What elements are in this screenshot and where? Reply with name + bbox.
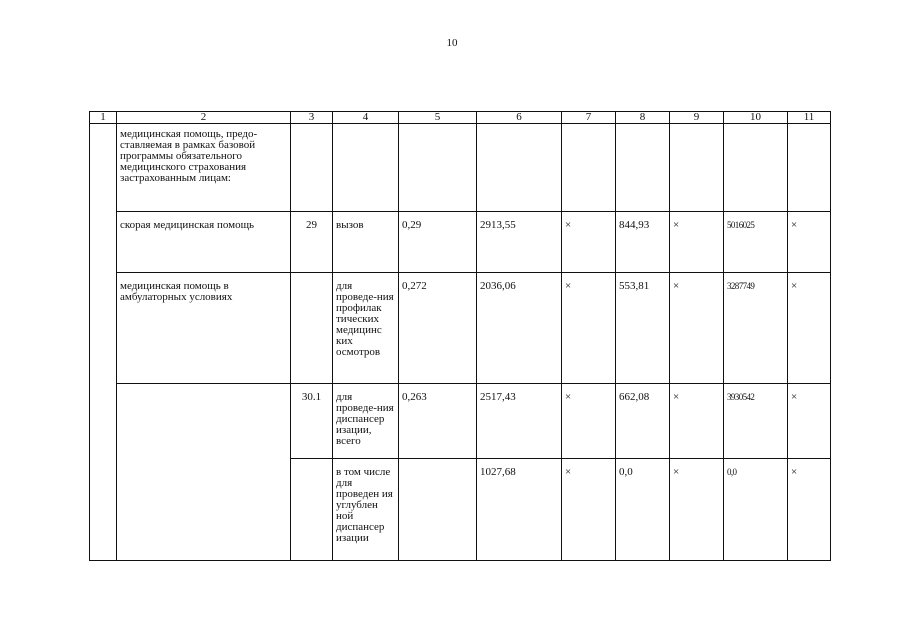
header-cell: 10 (724, 112, 788, 124)
table-cell: × (788, 273, 831, 384)
header-cell: 5 (399, 112, 477, 124)
table-cell: × (562, 459, 616, 561)
table-cell (333, 124, 399, 212)
table-cell: × (788, 459, 831, 561)
table-cell: × (562, 273, 616, 384)
table-cell: медицинская помощь, предо-ставляемая в рамках базовой программы обязательного медицинского страхования застрахованным лицам: (117, 124, 291, 212)
table-cell: 1027,68 (477, 459, 562, 561)
table-cell: × (670, 212, 724, 273)
table-cell: скорая медицинская помощь (117, 212, 291, 273)
table-cell (788, 124, 831, 212)
table-cell (90, 124, 117, 561)
table-cell: для проведе-ния диспансер изации, всего (333, 384, 399, 459)
table-cell: для проведе-ния профилак тических медицинс ких осмотров (333, 273, 399, 384)
table-cell (724, 124, 788, 212)
table-cell: × (562, 212, 616, 273)
table-cell (562, 124, 616, 212)
table-cell: в том числе для проведен ия углублен ной диспансер изации (333, 459, 399, 561)
table-cell: 29 (291, 212, 333, 273)
header-cell: 4 (333, 112, 399, 124)
header-cell: 11 (788, 112, 831, 124)
table-row (90, 384, 831, 459)
table-cell (616, 124, 670, 212)
table-cell: 3287749 (724, 273, 788, 384)
table-cell: вызов (333, 212, 399, 273)
table-cell: 2036,06 (477, 273, 562, 384)
table-row (90, 124, 831, 212)
table-cell (399, 459, 477, 561)
header-cell: 8 (616, 112, 670, 124)
table-cell: 3930542 (724, 384, 788, 459)
header-row (90, 112, 831, 124)
table-cell: 2517,43 (477, 384, 562, 459)
table-cell: × (670, 459, 724, 561)
page-number: 10 (446, 37, 458, 49)
table-cell: 0,29 (399, 212, 477, 273)
table-cell: 0,0 (616, 459, 670, 561)
table-cell: × (788, 384, 831, 459)
table-cell (291, 273, 333, 384)
table-cell: медицинская помощь в амбулаторных условиях (117, 273, 291, 384)
table-cell: 2913,55 (477, 212, 562, 273)
data-table (89, 111, 831, 561)
table-cell: × (670, 273, 724, 384)
table-cell (399, 124, 477, 212)
header-cell: 9 (670, 112, 724, 124)
table-cell: × (670, 384, 724, 459)
header-cell: 7 (562, 112, 616, 124)
table-cell: 662,08 (616, 384, 670, 459)
table-cell: 0,263 (399, 384, 477, 459)
table-cell: 30.1 (291, 384, 333, 459)
table-cell: × (788, 212, 831, 273)
table-cell: 0,0 (724, 459, 788, 561)
table-cell: 553,81 (616, 273, 670, 384)
table-cell: 0,272 (399, 273, 477, 384)
table-cell: 5016025 (724, 212, 788, 273)
table-row (90, 273, 831, 384)
table-cell: 844,93 (616, 212, 670, 273)
table-cell (291, 459, 333, 561)
table-cell (291, 124, 333, 212)
table-cell: × (562, 384, 616, 459)
header-cell: 1 (90, 112, 117, 124)
table-cell (670, 124, 724, 212)
header-cell: 3 (291, 112, 333, 124)
header-cell: 2 (117, 112, 291, 124)
header-cell: 6 (477, 112, 562, 124)
table-cell (477, 124, 562, 212)
table-cell (117, 384, 291, 561)
table-row (90, 212, 831, 273)
